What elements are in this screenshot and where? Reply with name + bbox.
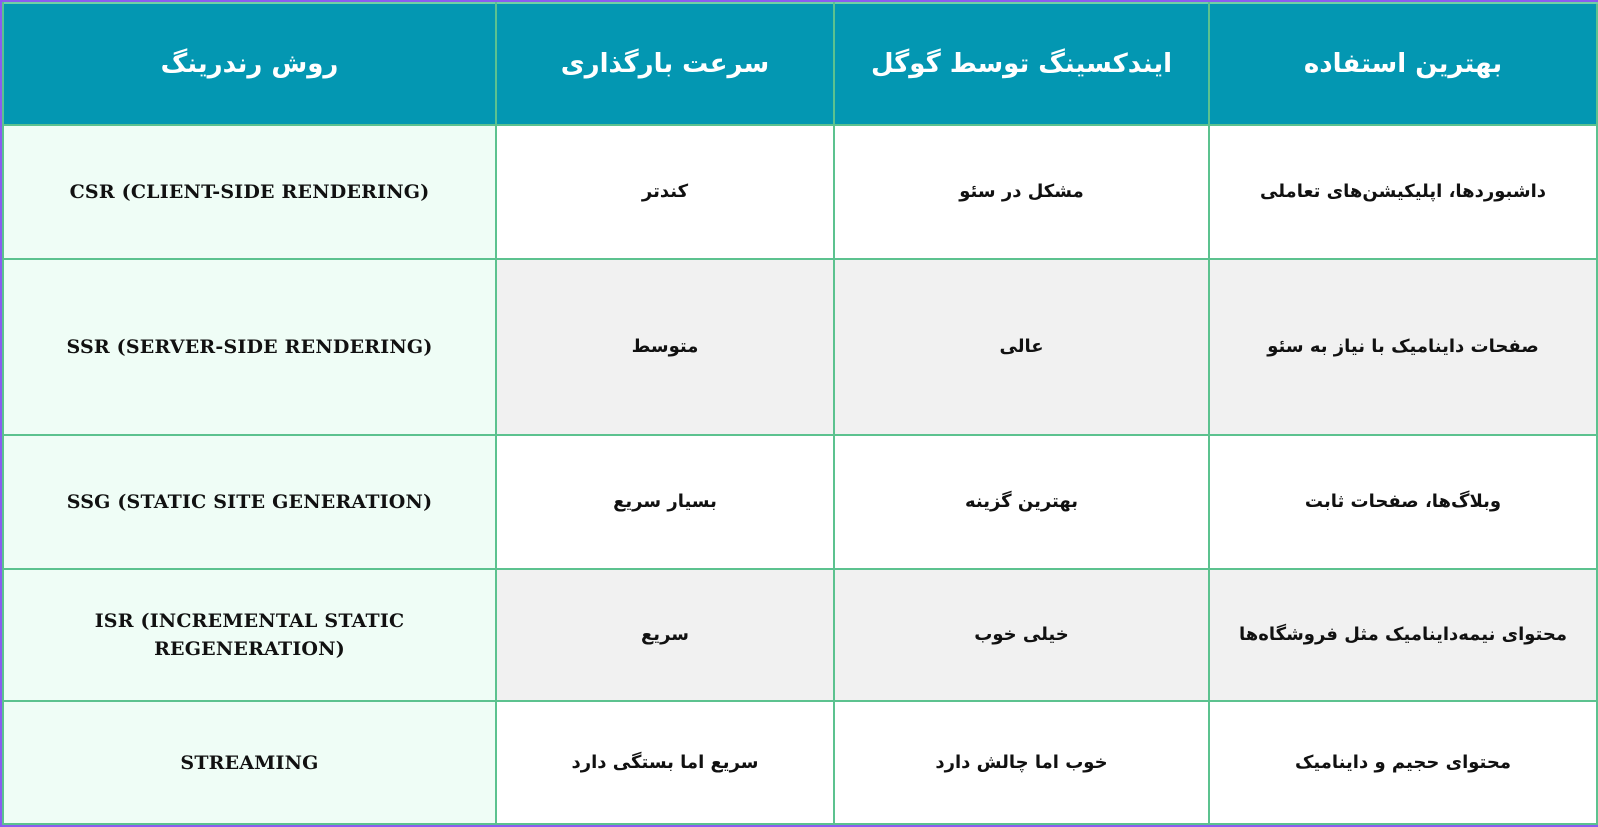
cell-best-use: داشبوردها، اپلیکیشن‌های تعاملی [1209, 125, 1597, 259]
rendering-comparison-table [2, 2, 1598, 825]
cell-load-speed: متوسط [496, 259, 834, 435]
cell-google-indexing: بهترین گزینه [834, 435, 1209, 569]
cell-load-speed: سریع اما بستگی دارد [496, 701, 834, 824]
header-best-use: بهترین استفاده [1209, 3, 1597, 125]
table-row [3, 125, 1597, 259]
cell-load-speed: کندتر [496, 125, 834, 259]
cell-google-indexing: عالی [834, 259, 1209, 435]
cell-rendering-method: SSG (STATIC SITE GENERATION) [3, 435, 496, 569]
cell-load-speed: بسیار سریع [496, 435, 834, 569]
table-row [3, 435, 1597, 569]
cell-load-speed: سریع [496, 569, 834, 701]
cell-best-use: محتوای نیمه‌داینامیک مثل فروشگاه‌ها [1209, 569, 1597, 701]
cell-best-use: محتوای حجیم و داینامیک [1209, 701, 1597, 824]
table-row [3, 569, 1597, 701]
header-google-indexing: ایندکسینگ توسط گوگل [834, 3, 1209, 125]
header-load-speed: سرعت بارگذاری [496, 3, 834, 125]
header-rendering-method: روش رندرینگ [3, 3, 496, 125]
cell-google-indexing: خوب اما چالش دارد [834, 701, 1209, 824]
cell-google-indexing: خیلی خوب [834, 569, 1209, 701]
cell-best-use: وبلاگ‌ها، صفحات ثابت [1209, 435, 1597, 569]
cell-rendering-method: SSR (SERVER-SIDE RENDERING) [3, 259, 496, 435]
table-row [3, 701, 1597, 824]
cell-rendering-method: STREAMING [3, 701, 496, 824]
cell-google-indexing: مشکل در سئو [834, 125, 1209, 259]
table-row [3, 259, 1597, 435]
cell-rendering-method: ISR (INCREMENTAL STATIC REGENERATION) [3, 569, 496, 701]
cell-best-use: صفحات داینامیک با نیاز به سئو [1209, 259, 1597, 435]
header-row [3, 3, 1597, 125]
cell-rendering-method: CSR (CLIENT-SIDE RENDERING) [3, 125, 496, 259]
